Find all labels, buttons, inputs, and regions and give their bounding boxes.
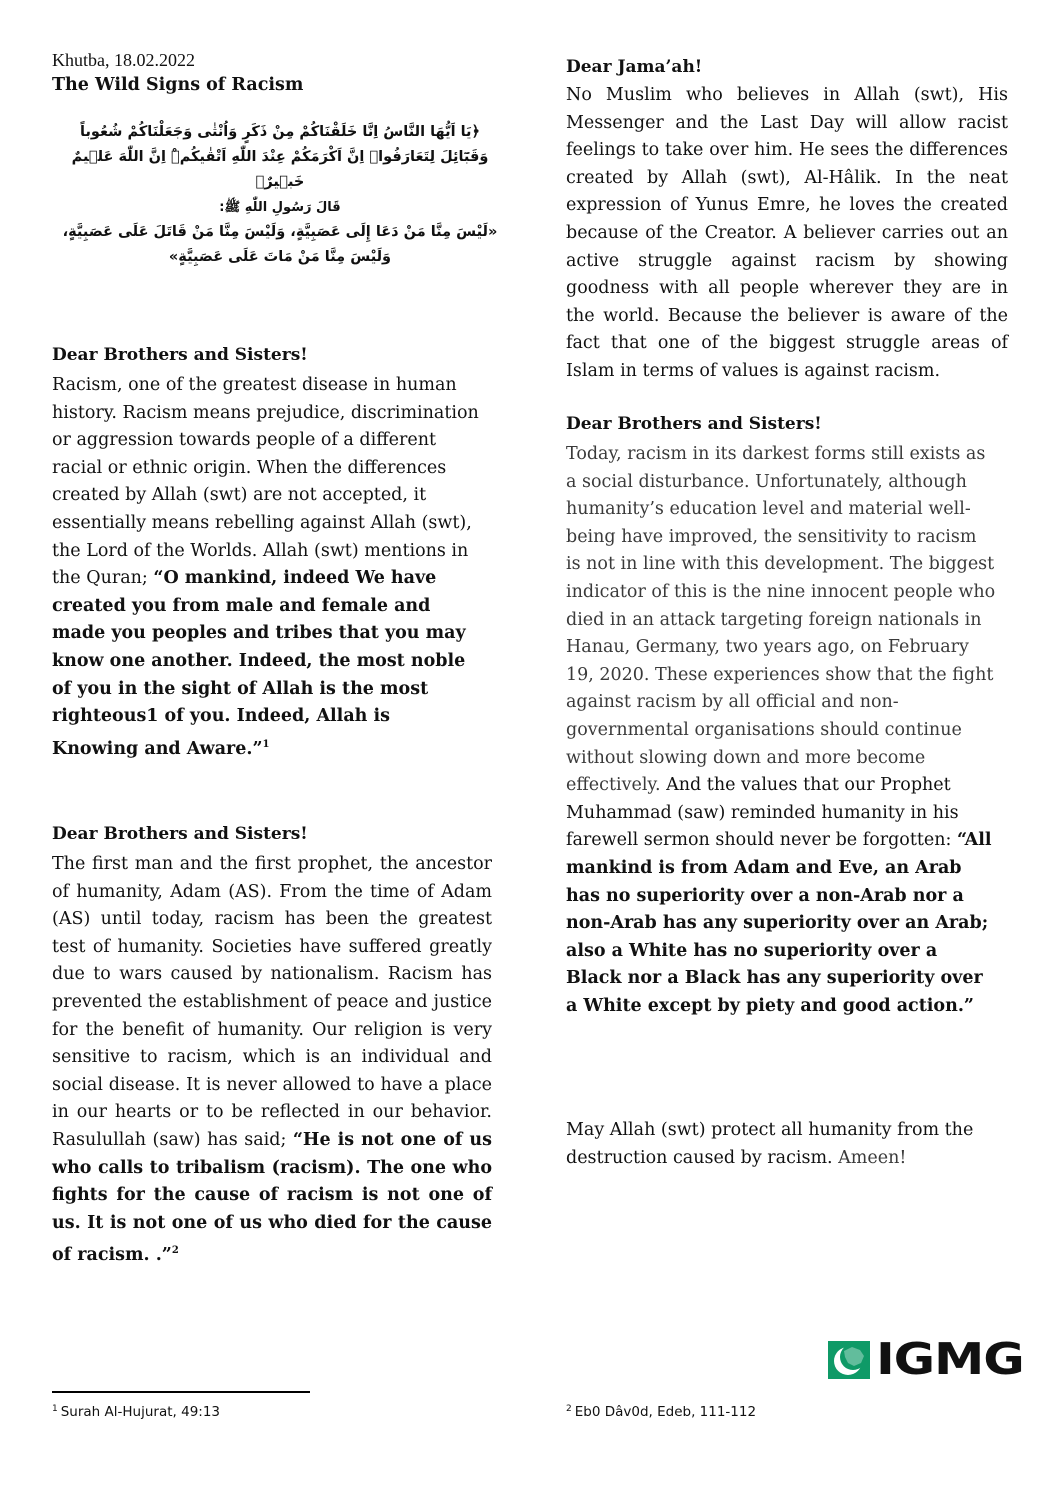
section-paragraph: The first man and the first prophet, the ancestor of humanity, Adam (AS). From the time of Adam (AS) until today, racism has been the greatest test of humanity. Societies have suffered greatly due to wars caused by nationalism. Racism has prevented the establishment of peace and justice for the benefit of humanity. Our religion is very sensitive to racism, which is an individual and social disease. It is never allowed to have a place in our hearts or to be reflected in our behavior. Rasulullah (saw) has said; “He is not one of us who calls to tribalism (racism). The one who fights for the cause of racism is not one of us. It is not one of us who died for the cause of racism. .”$^2$	[52, 854, 493, 1266]
left-section-2	[52, 821, 492, 1270]
hadith-line-1: «لَيْسَ مِنَّا مَنْ دَعَا إِلَى عَصَبِيَّةٍ، وَلَيْسَ مِنَّا مَنْ قَاتَلَ عَلَى عَصَبِيَّةٍ،	[62, 224, 498, 240]
igmg-logo	[828, 1334, 1024, 1385]
section-paragraph: Racism, one of the greatest disease in human history. Racism means prejudice, discrimination or aggression towards people of a different racial or ethnic origin. When the differences created by Allah (swt) are not accepted, it essentially means rebelling against Allah (swt), the Lord of the Worlds. Allah (swt) mentions in the Quran; “O mankind, indeed We have created you from male and female and made you peoples and tribes that you may know one another. Indeed, the most noble of you in the sight of Allah is the most righteous1 of you. Indeed, Allah is Knowing and Aware.”$^1$	[52, 375, 479, 759]
footnote-ref[interactable]: 2	[171, 1245, 179, 1257]
farewell-sermon-quote: “All mankind is from Adam and Eve, an Arab has no superiority over a non-Arab nor a non-Arab has any superiority over an Arab; also a White has no superiority over a Black nor a Black has any superiority over a White except by piety and good action.”	[566, 830, 992, 1016]
quran-verse-line-1: ﴿يَا اَيُّهَا النَّاسُ اِنَّا خَلَقْنَاكُمْ مِنْ ذَكَرٍ وَاُنْثٰى وَجَعَلْنَاكُمْ شُعُوباً	[80, 124, 480, 140]
logo-wordmark: IGMG	[876, 1334, 1024, 1385]
document-header	[52, 48, 303, 98]
hadith-quote: “He is not one of us who calls to tribalism (racism). The one who fights for the cause of racism is not one of us. It is not one of us who died for the cause of racism. .”	[52, 1129, 493, 1266]
section-heading: Dear Brothers and Sisters!	[52, 824, 308, 844]
section-paragraph: Today, racism in its darkest forms still exists as a social disturbance. Unfortunately, although humanity’s education level and material well-being have improved, the sensitivity to racism is not in line with this development. The biggest indicator of this is the nine innocent people who died in an attack targeting foreign nationals in Hanau, Germany, two years ago, on February 19, 2020. These experiences show that the fight against racism by all official and non-governmental organisations should continue without slowing down and more become effectively. And the values that our Prophet Muhammad (saw) reminded humanity in his farewell sermon should never be forgotten: “All mankind is from Adam and Eve, an Arab has no superiority over a non-Arab nor a non-Arab has any superiority over an Arab; also a White has no superiority over a Black nor a Black has any superiority over a White except by piety and good action.”	[566, 444, 996, 1016]
arabic-quotes	[52, 120, 508, 270]
closing-prayer	[566, 1117, 1008, 1172]
right-section-2	[566, 411, 996, 1020]
section-heading: Dear Brothers and Sisters!	[52, 345, 308, 365]
footnote-2: $^2$ Eb0 Dâv0d, Edeb, 111-112	[566, 1404, 757, 1420]
footnote-1: $^1$ Surah Al-Hujurat, 49:13	[52, 1404, 221, 1420]
left-section-1	[52, 342, 480, 763]
footnote-divider	[52, 1391, 310, 1393]
right-section-1	[566, 54, 1008, 386]
footnote-ref[interactable]: 1	[262, 738, 270, 750]
quran-quote: “O mankind, indeed We have created you from male and female and made you peoples and tribes that you may know one another. Indeed, the most noble of you in the sight of Allah is the most righteous1 of you. Indeed, Allah is Knowing and Aware.”	[52, 568, 466, 759]
hadith-intro: قَالَ رَسُولِ اللّٰهِ ﷺ:	[219, 200, 341, 215]
khutba-title: The Wild Signs of Racism	[52, 75, 304, 95]
khutba-date: Khutba, 18.02.2022	[52, 50, 195, 70]
section-heading: Dear Brothers and Sisters!	[566, 414, 822, 434]
section-heading: Dear Jama’ah!	[566, 57, 703, 77]
closing-paragraph: May Allah (swt) protect all humanity from the destruction caused by racism. Ameen!	[566, 1120, 974, 1168]
section-paragraph: No Muslim who believes in Allah (swt), His Messenger and the Last Day will allow racist feelings to take over him. He sees the differences created by Allah (swt), Al-Hâlik. In the neat expression of Yunus Emre, he loves the created because of the Creator. A believer carries out an active struggle against racism by showing goodness with all people wherever they are in the world. Because the believer is aware of the fact that one of the biggest struggle areas of Islam in terms of values is against racism.	[566, 85, 1008, 381]
crescent-map-icon	[828, 1341, 870, 1379]
quran-verse-line-2: وَقَبَٓائِلَ لِتَعَارَفُواۜ اِنَّ اَكْرَمَكُمْ عِنْدَ اللّٰهِ اَتْقٰيكُمْۜ اِنَّ اللّٰهَ عَلٖيمٌ خَبٖيرٌ﴾	[71, 149, 489, 190]
hadith-line-2: وَلَيْسَ مِنَّا مَنْ مَاتَ عَلَى عَصَبِيَّةٍ»	[168, 249, 392, 265]
ameen-text: Ameen!	[838, 1147, 907, 1168]
